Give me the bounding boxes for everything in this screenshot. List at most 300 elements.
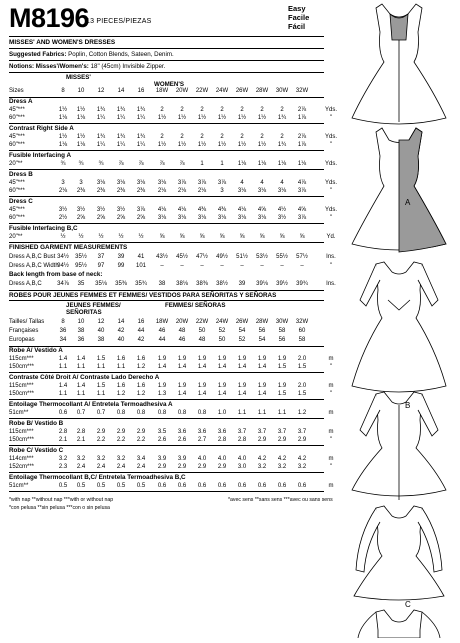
table-cell: ⅝ [239,234,245,240]
table-cell: 35½ [75,254,87,260]
table-cell: 51½ [236,254,248,260]
section-heading: Fusible Interfacing B,C [9,225,78,232]
table-cell: ⅞ [159,161,165,167]
unit-label: " [329,142,333,148]
table-cell: 46 [178,337,186,343]
table-cell: 54 [238,328,246,334]
table-cell: 3.2 [116,456,126,462]
table-cell: 4⅛ [237,207,247,213]
table-cell: 3⅛ [257,188,267,194]
table-cell: 1¼ [116,115,126,121]
table-cell: 0.6 [257,483,267,489]
table-cell: 0.6 [237,483,247,489]
table-cell: 42 [117,328,125,334]
table-cell: 38⅛ [176,281,188,287]
table-cell: – [160,263,164,269]
table-cell: 1.9 [237,383,247,389]
table-cell: 3⅞ [217,180,227,186]
table-cell: 1⅛ [58,142,68,148]
divider [9,300,324,301]
table-cell: 1.6 [116,356,126,362]
table-cell: 3.2 [76,456,86,462]
row-label: Tailles/ Tallas [9,319,45,325]
table-cell: 1.9 [277,383,287,389]
row-label: 60"*** [9,115,25,121]
group-jeunes: JEUNES FEMMES/ [66,302,121,309]
table-cell: 24W [215,88,229,94]
table-cell: ¾ [98,161,104,167]
table-cell: 2⅝ [116,215,126,221]
unit-label: m [328,410,334,416]
table-cell: 3.4 [136,456,146,462]
row-label: 115cm*** [9,356,34,362]
table-cell: 44 [158,337,166,343]
table-cell: 2.2 [136,437,146,443]
table-cell: 1.6 [116,383,126,389]
table-cell: 2 [280,107,284,113]
table-row [9,141,333,150]
table-row [9,390,333,399]
row-label: Sizes [9,88,24,94]
table-cell: 3⅞ [197,180,207,186]
table-cell: 0.5 [136,483,146,489]
group-jeunes-2: SEÑORITAS [66,309,102,316]
table-cell: 2.9 [136,429,146,435]
table-cell: 1⅛ [297,161,307,167]
table-cell: 0.7 [76,410,86,416]
row-label: 20"** [9,161,23,167]
table-cell: 1.9 [157,356,167,362]
table-cell: 2 [200,107,204,113]
divider [9,418,324,419]
unit-label: " [329,364,333,370]
table-cell: 1.4 [177,364,187,370]
unit-label: m [328,456,334,462]
divider [9,242,324,243]
dress-sketches [336,0,460,638]
section-heading: Robe C/ Vestido C [9,447,64,454]
table-cell: 4⅝ [257,207,267,213]
table-cell: 2.9 [257,437,267,443]
table-cell: 45½ [176,254,188,260]
table-cell: 3⅛ [217,215,227,221]
table-cell: 3½ [277,215,287,221]
table-row [9,114,333,123]
table-cell: 3½ [76,207,86,213]
unit-label: Ins. [326,254,336,260]
table-cell: – [240,263,244,269]
table-cell: 3⅞ [297,188,307,194]
table-cell: 3⅛ [116,180,126,186]
table-cell: 2 [180,134,184,140]
row-label: 51cm** [9,410,29,416]
table-cell: ⅝ [279,234,285,240]
unit-label: Yds. [324,134,337,140]
table-cell: 2⅜ [136,188,146,194]
table-cell: 1½ [237,115,247,121]
table-cell: 1.1 [277,410,287,416]
table-cell: 3.2 [58,456,68,462]
table-cell: 1.9 [237,356,247,362]
table-cell: 2.9 [157,464,167,470]
table-cell: 2.7 [197,437,207,443]
table-cell: ⅝ [199,234,205,240]
view-b-label: B [405,401,411,410]
table-cell: ⅝ [159,234,165,240]
table-cell: 1.3 [157,391,167,397]
table-cell: 2.8 [217,437,227,443]
table-cell: 39⅛ [256,281,268,287]
difficulty-label: Easy Facile Fácil [288,4,310,31]
table-row [9,160,337,169]
table-cell: 1.4 [58,383,68,389]
table-cell: ⅞ [118,161,124,167]
back-length-label: Back length from base of neck: [9,271,103,278]
table-cell: 50 [198,328,206,334]
table-cell: 2⅜ [116,188,126,194]
table-cell: 1.1 [76,364,86,370]
table-cell: 2.9 [197,464,207,470]
table-row [9,233,336,242]
row-label: Dress A,B,C Width [9,263,59,269]
table-cell: 1¾ [277,142,287,148]
table-cell: 14 [117,319,125,325]
table-cell: 56 [258,328,266,334]
table-cell: 35 [77,281,85,287]
table-cell: 1⅛ [237,161,247,167]
table-cell: 97 [97,263,105,269]
unit-label: " [329,464,333,470]
divider [9,72,324,73]
table-cell: 2⅛ [157,188,167,194]
table-cell: 1.1 [76,391,86,397]
notions-line: Notions: Misses'/Women's: 18" (45cm) Invisible Zipper. [9,63,166,70]
unit-label: " [329,215,333,221]
table-cell: 1⅛ [76,115,86,121]
table-cell: 1¼ [96,142,106,148]
table-cell: 1¼ [96,115,106,121]
table-cell: 50 [218,337,226,343]
table-cell: 1.4 [237,391,247,397]
table-cell: 1⅛ [58,115,68,121]
table-cell: 2 [240,107,244,113]
table-cell: 0.6 [277,483,287,489]
table-cell: 1.4 [76,383,86,389]
table-cell: 1½ [257,115,267,121]
view-a-front-sketch [352,4,446,124]
table-cell: 2.8 [76,429,86,435]
table-cell: 43½ [156,254,168,260]
table-row [9,214,333,223]
table-cell: 1¼ [136,115,146,121]
table-cell: 35⅜ [115,281,127,287]
table-cell: 0.6 [58,410,68,416]
divider [9,60,324,61]
table-cell: 3.2 [96,456,106,462]
table-cell: 48 [198,337,206,343]
table-cell: 1.9 [217,383,227,389]
row-label: 45"*** [9,134,25,140]
table-cell: 2 [220,134,224,140]
table-cell: 3⅛ [157,180,167,186]
table-row [9,187,333,196]
table-cell: 3.6 [177,429,187,435]
table-cell: 36 [59,328,67,334]
table-cell: 1.1 [96,364,106,370]
table-cell: 2.0 [297,356,307,362]
row-label: Europeas [9,337,35,343]
table-cell: ½ [60,234,66,240]
table-cell: 1½ [58,134,68,140]
footnote: *with nap **without nap ***with or without nap [9,497,114,503]
table-cell: 1¼ [136,142,146,148]
table-cell: 0.6 [177,483,187,489]
table-cell: – [200,263,204,269]
group-femmes: FEMMES/ SEÑORAS [165,302,226,309]
unit-label: " [329,263,333,269]
table-cell: 1.4 [58,356,68,362]
table-cell: 1.5 [297,364,307,370]
table-cell: 24W [215,319,229,325]
table-cell: 52 [238,337,246,343]
table-cell: 4.2 [297,456,307,462]
table-cell: 3⅛ [237,215,247,221]
view-c-label: C [405,600,411,609]
table-cell: 1⅞ [297,115,307,121]
table-cell: 38⅜ [196,281,208,287]
table-cell: – [220,263,224,269]
table-cell: 36 [77,337,85,343]
table-cell: 1 [220,161,224,167]
table-cell: 1½ [76,134,86,140]
table-cell: 3.5 [157,429,167,435]
table-cell: 49½ [216,254,228,260]
table-cell: 56 [278,337,286,343]
table-cell: 4⅛ [177,207,187,213]
table-cell: 44 [137,328,145,334]
table-cell: 3⅛ [157,215,167,221]
divider [9,491,324,492]
table-cell: 2⅞ [297,107,307,113]
unit-label: Yds. [324,107,337,113]
french-title: ROBES POUR JEUNES FEMMES ET FEMMES/ VESTIDOS PARA SEÑORITAS Y SEÑORAS [9,292,277,299]
table-cell: 4.0 [217,456,227,462]
table-row [9,262,333,271]
footnote: *avec sens **sans sens ***avec ou sans sens [228,497,333,503]
table-cell: 1½ [197,115,207,121]
table-cell: 2.9 [116,429,126,435]
table-cell: 3.2 [297,464,307,470]
row-label: 150cm*** [9,364,35,370]
table-cell: ½ [98,234,104,240]
table-cell: 3⅛ [177,215,187,221]
unit-label: m [328,483,334,489]
table-cell: 1½ [157,142,167,148]
table-row [9,482,334,491]
table-cell: 1.9 [197,383,207,389]
table-cell: 2.9 [177,464,187,470]
table-cell: 35⅛ [95,281,107,287]
piece-count: 13 PIECES/PIEZAS [86,18,152,25]
table-cell: 1.1 [58,364,68,370]
row-label: Dress A,B,C Bust [9,254,56,260]
table-cell: 1½ [177,115,187,121]
table-cell: 3.7 [277,429,287,435]
table-cell: 2.2 [96,437,106,443]
row-label: 51cm** [9,483,29,489]
table-cell: 8 [61,88,65,94]
table-cell: 39¾ [296,281,308,287]
table-cell: 2.9 [297,437,307,443]
unit-label: Yds. [324,207,337,213]
table-cell: 1.4 [217,391,227,397]
table-cell: 3.0 [237,464,247,470]
table-cell: 2.9 [96,429,106,435]
table-cell: 3⅛ [96,180,106,186]
table-cell: 18W [155,88,169,94]
row-label: 60"*** [9,188,25,194]
table-cell: 38 [97,337,105,343]
table-cell: 1.1 [58,391,68,397]
pattern-number: M8196 [9,3,90,33]
table-cell: 1.2 [136,391,146,397]
table-cell: 2.6 [177,437,187,443]
table-cell: 1.5 [277,364,287,370]
table-cell: 0.8 [157,410,167,416]
table-cell: 58 [298,337,306,343]
table-cell: 1⅛ [257,161,267,167]
table-cell: 26W [235,319,249,325]
table-cell: 4½ [277,207,287,213]
table-cell: 3⅛ [237,188,247,194]
table-cell: 2.1 [58,437,68,443]
table-cell: 1½ [177,142,187,148]
table-cell: 4.0 [197,456,207,462]
table-row [9,463,333,472]
section-heading: Entoilage Thermocollant B,C/ Entretela Termoadhesiva B,C [9,474,186,481]
table-cell: 2⅝ [76,215,86,221]
table-cell: 10 [77,319,85,325]
table-cell: 1½ [76,107,86,113]
table-cell: ⅝ [219,234,225,240]
table-cell: 57½ [296,254,308,260]
table-cell: 2 [220,107,224,113]
table-cell: 2.9 [217,464,227,470]
table-cell: 0.6 [297,483,307,489]
table-cell: 2 [180,107,184,113]
unit-label: m [328,429,334,435]
section-heading: Dress A [9,98,33,105]
unit-label: Yds. [324,161,337,167]
table-cell: 2.4 [96,464,106,470]
table-cell: 46 [158,328,166,334]
table-cell: 1½ [237,142,247,148]
table-cell: 34⅞ [57,281,69,287]
table-cell: 2 [200,134,204,140]
table-cell: ¾ [60,161,66,167]
divider [9,150,324,151]
table-cell: 1¾ [277,115,287,121]
size-group-misses: MISSES' [66,74,91,81]
table-cell: 4.2 [257,456,267,462]
divider [9,223,324,224]
size-group-women: WOMEN'S [154,81,185,88]
table-cell: 1.4 [177,391,187,397]
table-cell: 0.5 [58,483,68,489]
table-cell: 1.4 [197,391,207,397]
table-cell: 2.2 [116,437,126,443]
table-cell: – [300,263,304,269]
table-cell: 4 [260,180,264,186]
row-label: Françaises [9,328,39,334]
section-heading: Entoilage Thermocollant A/ Entretela Termoadhesiva A [9,401,173,408]
table-cell: 32W [295,88,309,94]
row-label: 45"*** [9,107,25,113]
view-a-back-sketch [352,128,446,252]
table-cell: 2⅝ [96,215,106,221]
table-cell: 37 [97,254,105,260]
table-cell: 1.2 [136,364,146,370]
table-row [9,363,333,372]
section-heading: Contrast Right Side A [9,125,74,132]
table-cell: 30W [275,88,289,94]
sizes-row [9,87,327,96]
table-row [9,253,336,262]
row-label: 150cm*** [9,437,35,443]
table-cell: 0.6 [217,483,227,489]
table-cell: 1¾ [116,107,126,113]
table-cell: 1.4 [257,391,267,397]
table-cell: 4.2 [277,456,287,462]
row-label: 114cm*** [9,456,34,462]
table-cell: 41 [137,254,145,260]
row-label: 152cm*** [9,464,35,470]
table-cell: 2.4 [116,464,126,470]
table-cell: 3.7 [297,429,307,435]
divider [9,123,324,124]
row-label: Dress A,B,C [9,281,42,287]
section-heading: Dress C [9,198,33,205]
table-cell: 2⅛ [177,188,187,194]
table-cell: 3.9 [157,456,167,462]
table-cell: 12 [97,88,105,94]
table-cell: 52 [218,328,226,334]
table-cell: 1.4 [237,364,247,370]
table-cell: 99 [117,263,125,269]
table-cell: 101 [135,263,146,269]
table-cell: 2.4 [136,464,146,470]
table-cell: 3⅛ [257,215,267,221]
divider [9,169,324,170]
view-b-sketch [352,262,446,500]
table-cell: 95½ [75,263,87,269]
table-cell: 1.5 [96,383,106,389]
table-cell: 54 [258,337,266,343]
table-cell: 16 [137,319,145,325]
table-cell: 4⅝ [297,207,307,213]
table-cell: 20W [175,319,189,325]
table-cell: 3⅞ [177,180,187,186]
table-cell: 1.1 [257,410,267,416]
table-cell: 1.4 [157,364,167,370]
table-cell: 2.6 [157,437,167,443]
table-cell: 1.1 [96,391,106,397]
table-cell: 1 [200,161,204,167]
unit-label: m [328,383,334,389]
table-cell: 34½ [57,254,69,260]
table-cell: 1⅞ [297,142,307,148]
divider [9,472,324,473]
